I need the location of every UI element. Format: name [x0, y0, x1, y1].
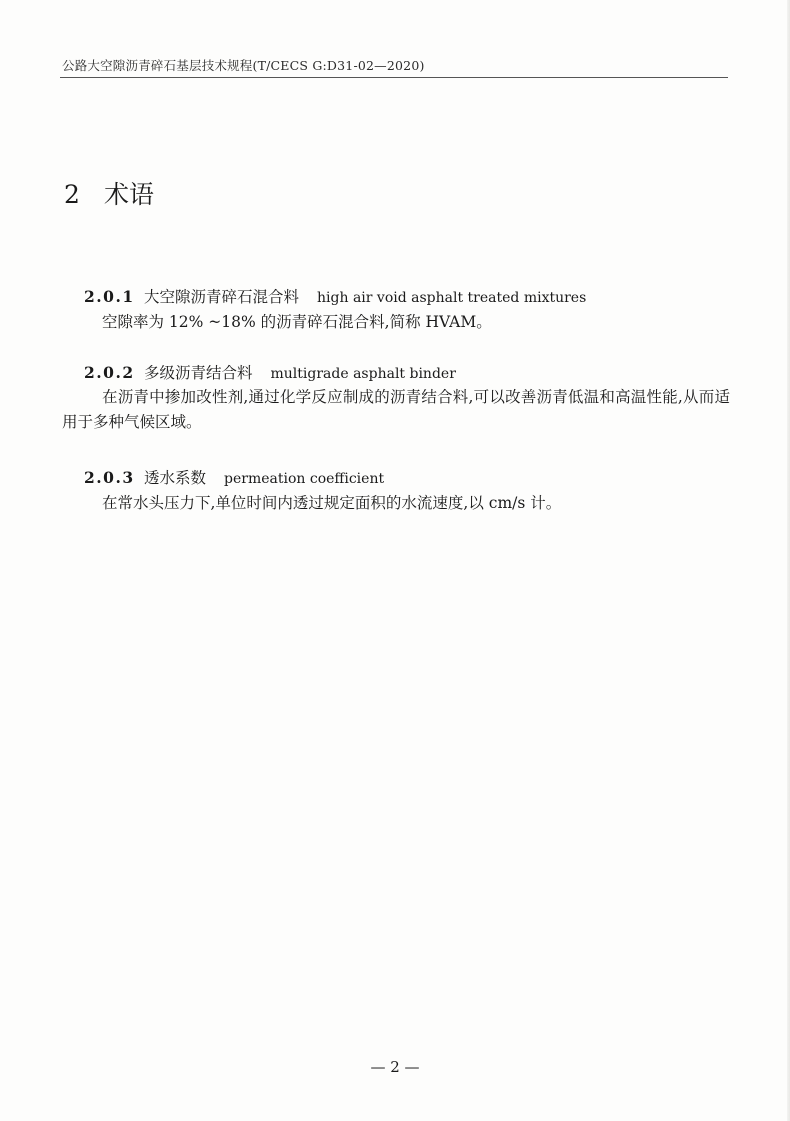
running-header: 公路大空隙沥青碎石基层技术规程(T/CECS G:D31-02—2020)	[62, 58, 425, 73]
term-chinese: 多级沥青结合料	[144, 364, 253, 382]
term-number: 2.0.2	[84, 363, 135, 382]
term-number: 2.0.3	[84, 468, 135, 487]
header-rule	[60, 77, 728, 78]
term-chinese: 大空隙沥青碎石混合料	[144, 288, 300, 306]
term-definition: 空隙率为 12% ~18% 的沥青碎石混合料,简称 HVAM。	[102, 313, 492, 331]
page-number: — 2 —	[370, 1058, 420, 1076]
term-chinese: 透水系数	[144, 469, 207, 487]
chapter-number: 2	[64, 180, 80, 209]
term-heading	[84, 361, 456, 383]
chapter-heading	[64, 175, 154, 211]
term-english: multigrade asphalt binder	[270, 366, 456, 382]
chapter-title: 术语	[104, 180, 155, 209]
term-english: permeation coefficient	[224, 471, 385, 487]
term-definition: 在常水头压力下,单位时间内透过规定面积的水流速度,以 cm/s 计。	[102, 494, 562, 512]
term-heading	[84, 466, 384, 488]
term-number: 2.0.1	[84, 287, 135, 306]
term-definition: 在沥青中掺加改性剂,通过化学反应制成的沥青结合料,可以改善沥青低温和高温性能,从而适用于多种气候区域。	[62, 388, 730, 431]
term-heading	[84, 285, 586, 307]
term-english: high air void asphalt treated mixtures	[317, 290, 587, 306]
